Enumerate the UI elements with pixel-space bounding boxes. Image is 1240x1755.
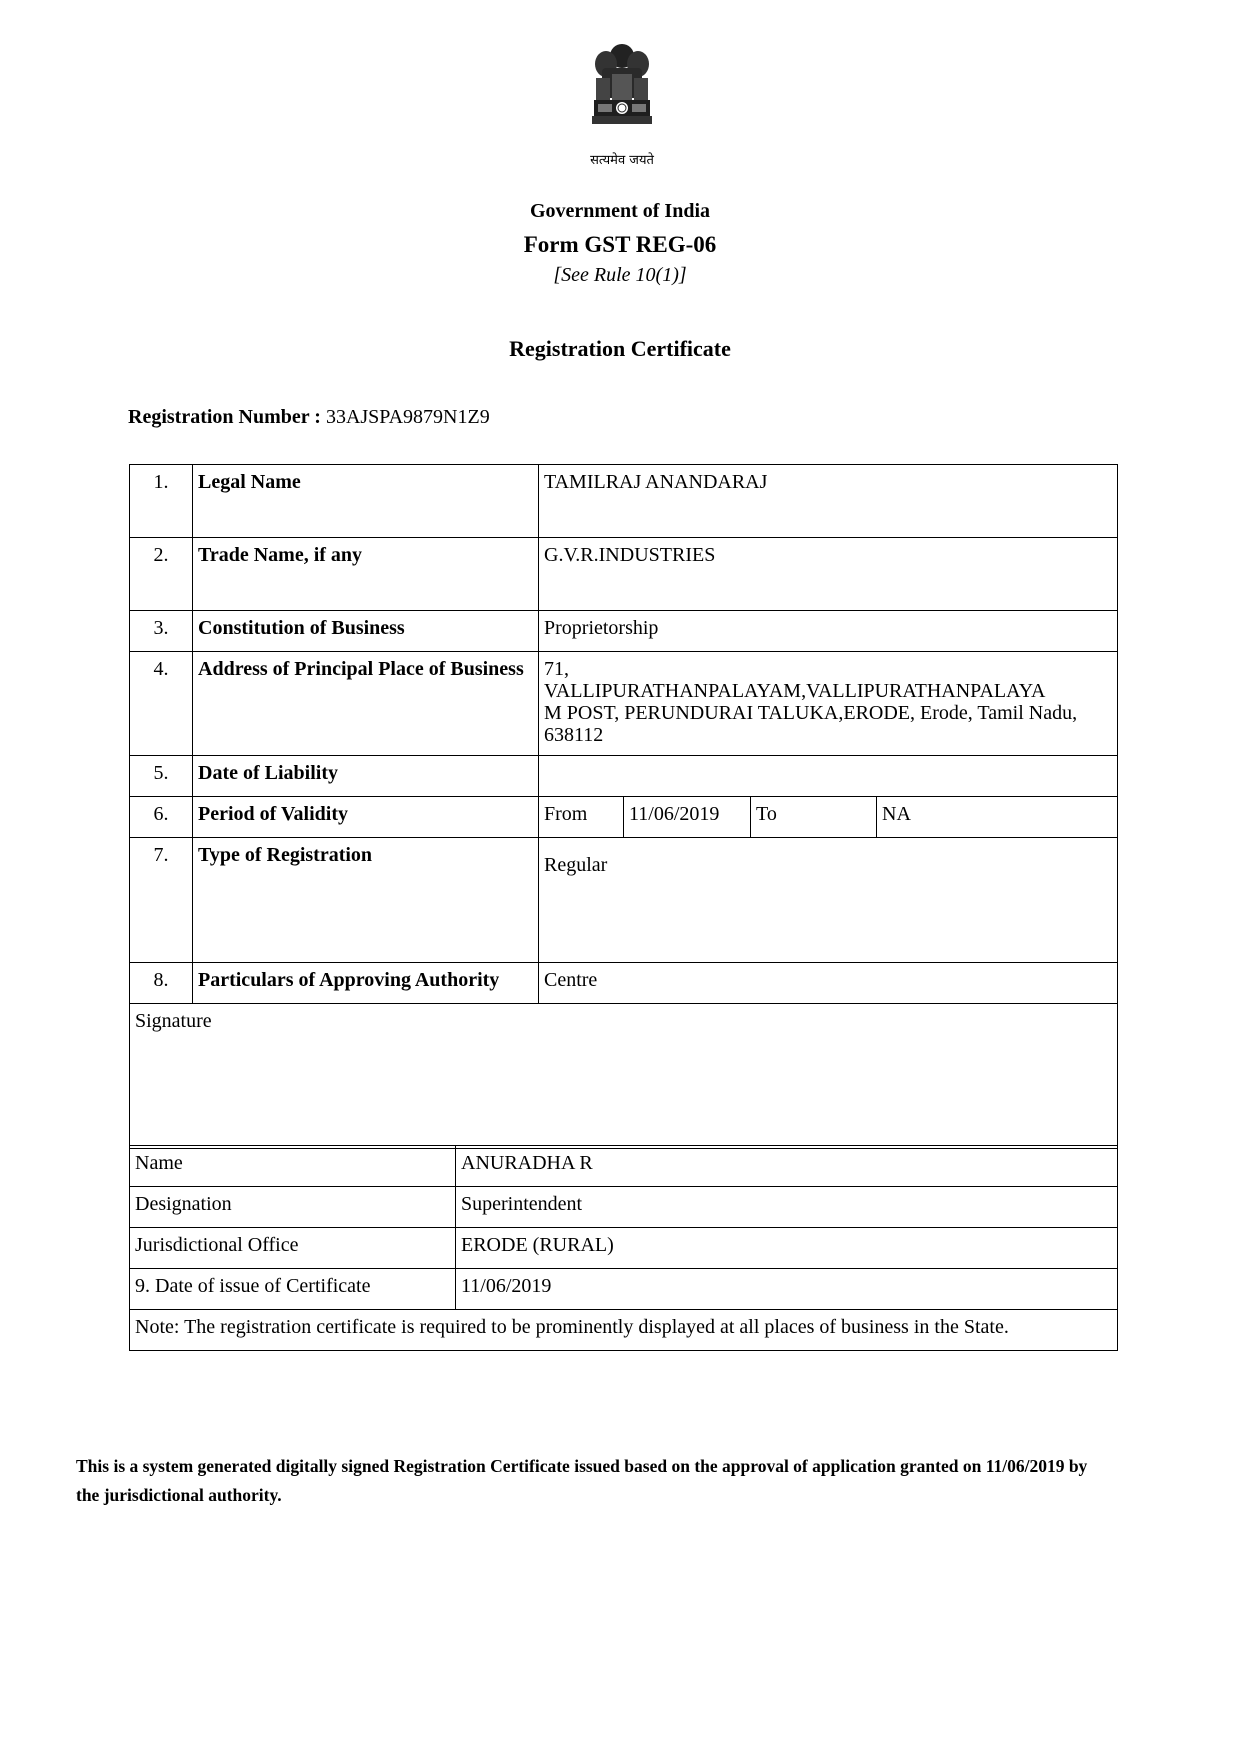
- row-label: Date of Liability: [193, 756, 539, 797]
- signature-cell: Signature: [130, 1004, 1118, 1149]
- table-row: [130, 652, 1118, 756]
- government-heading: Government of India: [530, 200, 710, 222]
- table-row: [130, 1310, 1118, 1351]
- rule-reference: [See Rule 10(1)]: [553, 264, 687, 286]
- row-number: 7.: [130, 838, 193, 963]
- jurisdictional-office-value: ERODE (RURAL): [456, 1228, 1118, 1269]
- designation-label: Designation: [130, 1187, 456, 1228]
- officer-name-value: ANURADHA R: [456, 1146, 1118, 1187]
- table-row: [130, 465, 1118, 538]
- legal-name-value: TAMILRAJ ANANDARAJ: [539, 465, 1118, 538]
- table-row: [130, 963, 1118, 1004]
- row-label: Legal Name: [193, 465, 539, 538]
- table-row: [130, 756, 1118, 797]
- jurisdictional-office-label: Jurisdictional Office: [130, 1228, 456, 1269]
- row-number: 5.: [130, 756, 193, 797]
- row-label: Address of Principal Place of Business: [193, 652, 539, 756]
- row-number: 6.: [130, 797, 193, 838]
- row-number: 1.: [130, 465, 193, 538]
- row-label: Particulars of Approving Authority: [193, 963, 539, 1004]
- footer-line: the jurisdictional authority.: [76, 1485, 282, 1505]
- approving-authority-value: Centre: [539, 963, 1118, 1004]
- table-row: [130, 1004, 1118, 1149]
- validity-from-value: 11/06/2019: [624, 797, 751, 838]
- table-row: [130, 1187, 1118, 1228]
- officer-name-label: Name: [130, 1146, 456, 1187]
- constitution-value: Proprietorship: [539, 611, 1118, 652]
- footer-line: This is a system generated digitally signed Registration Certificate issued based on the approval of application granted on 11/06/2019 by: [76, 1456, 1088, 1476]
- address-line: 638112: [544, 724, 604, 746]
- table-row: [130, 1269, 1118, 1310]
- row-number: 4.: [130, 652, 193, 756]
- row-number: 2.: [130, 538, 193, 611]
- validity-to-label: To: [751, 797, 877, 838]
- table-row: [130, 538, 1118, 611]
- certificate-table: [129, 464, 1118, 1149]
- validity-from-label: From: [539, 797, 624, 838]
- validity-to-value: NA: [877, 797, 1118, 838]
- emblem-drawing: [582, 38, 662, 138]
- display-note: Note: The registration certificate is required to be prominently displayed at all places of business in the State.: [130, 1310, 1118, 1351]
- registration-type-value: Regular: [544, 854, 608, 876]
- registration-number-label: Registration Number :: [128, 406, 321, 428]
- table-row: [130, 1228, 1118, 1269]
- row-number: 3.: [130, 611, 193, 652]
- system-generated-note: [76, 1452, 1166, 1510]
- national-emblem-icon: [582, 38, 662, 158]
- registration-number-value: 33AJSPA9879N1Z9: [325, 406, 490, 428]
- address-line: 71,: [544, 658, 569, 680]
- form-title: Form GST REG-06: [523, 232, 717, 257]
- address-line: VALLIPURATHANPALAYAM,VALLIPURATHANPALAYA: [544, 680, 1046, 702]
- row-label: Type of Registration: [193, 838, 539, 963]
- registration-number: [128, 406, 490, 429]
- row-label: Constitution of Business: [193, 611, 539, 652]
- row-number: 8.: [130, 963, 193, 1004]
- row-label: Trade Name, if any: [193, 538, 539, 611]
- row-label: Period of Validity: [193, 797, 539, 838]
- trade-name-value: G.V.R.INDUSTRIES: [539, 538, 1118, 611]
- table-row: [130, 797, 1118, 838]
- table-row: [130, 1146, 1118, 1187]
- issue-date-value: 11/06/2019: [456, 1269, 1118, 1310]
- date-of-liability-value: [539, 756, 1118, 797]
- issue-date-label: 9. Date of issue of Certificate: [130, 1269, 456, 1310]
- registration-type-cell: [539, 838, 1118, 963]
- certificate-title: Registration Certificate: [509, 336, 731, 361]
- designation-value: Superintendent: [456, 1187, 1118, 1228]
- address-value: [539, 652, 1118, 756]
- address-line: M POST, PERUNDURAI TALUKA,ERODE, Erode, Tamil Nadu,: [544, 702, 1078, 724]
- table-row: [130, 611, 1118, 652]
- emblem-motto: सत्यमेव जयते: [590, 153, 654, 168]
- officer-table: [129, 1145, 1118, 1351]
- table-row: [130, 838, 1118, 963]
